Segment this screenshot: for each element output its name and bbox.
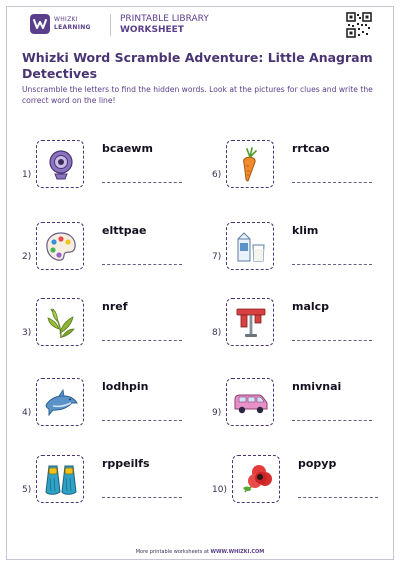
answer-line[interactable] [102,264,182,265]
instructions: Unscramble the letters to find the hidden words. Look at the pictures for clues and write the correct word on the line! [22,85,373,105]
picture-clue-box [36,455,84,503]
library-line-1: PRINTABLE LIBRARY [120,14,209,24]
answer-line[interactable] [292,264,372,265]
scrambled-word: nref [102,300,128,313]
answer-line[interactable] [292,340,372,341]
word-item-7 [212,222,382,282]
word-item-5 [22,455,192,515]
scrambled-word: klim [292,224,319,237]
picture-clue-box [36,378,84,426]
header [18,14,384,42]
answer-line[interactable] [102,340,182,341]
picture-clue-box [226,298,274,346]
item-number: 2) [22,252,32,262]
item-number: 4) [22,408,32,418]
item-number: 7) [212,252,222,262]
scrambled-word: popyp [298,457,337,470]
word-item-9 [212,378,382,438]
word-item-10 [212,455,382,515]
brand-name [54,16,91,32]
word-item-6 [212,140,382,200]
worksheet-title: Whizki Word Scramble Adventure: Little Anagram Detectives [22,50,373,81]
scrambled-word: rrtcao [292,142,330,155]
picture-clue-box [36,222,84,270]
picture-clue-box [36,140,84,188]
whizki-logo-icon [30,14,50,34]
answer-line[interactable] [298,497,378,498]
scrambled-word: nmivnai [292,380,342,393]
answer-line[interactable] [102,497,182,498]
item-number: 6) [212,170,222,180]
answer-line[interactable] [292,182,372,183]
answer-line[interactable] [102,182,182,183]
scrambled-word: malcp [292,300,330,313]
picture-clue-box [226,378,274,426]
header-divider [110,14,111,36]
item-number: 5) [22,485,32,495]
library-line-2: WORKSHEET [120,25,184,35]
item-number: 3) [22,328,32,338]
scrambled-word: rppeilfs [102,457,150,470]
picture-clue-box [36,298,84,346]
scrambled-word: elttpae [102,224,147,237]
picture-clue-box [232,455,280,503]
qr-code-icon [346,12,372,38]
brand-line-1: WHIZKI [54,16,78,23]
scrambled-word: bcaewm [102,142,153,155]
library-label [120,14,209,36]
picture-clue-box [226,140,274,188]
footer-link[interactable]: WWW.WHIZKI.COM [210,549,265,555]
footer [0,549,400,555]
scrambled-word: lodhpin [102,380,149,393]
word-item-1 [22,140,192,200]
footer-text: More printable worksheets at [135,549,209,555]
item-number: 1) [22,170,32,180]
word-item-8 [212,298,382,358]
picture-clue-box [226,222,274,270]
brand-line-2: LEARNING [54,24,91,31]
answer-line[interactable] [102,420,182,421]
item-number: 8) [212,328,222,338]
word-item-2 [22,222,192,282]
item-number: 9) [212,408,222,418]
answer-line[interactable] [292,420,372,421]
word-item-4 [22,378,192,438]
word-item-3 [22,298,192,358]
item-number: 10) [212,485,227,495]
